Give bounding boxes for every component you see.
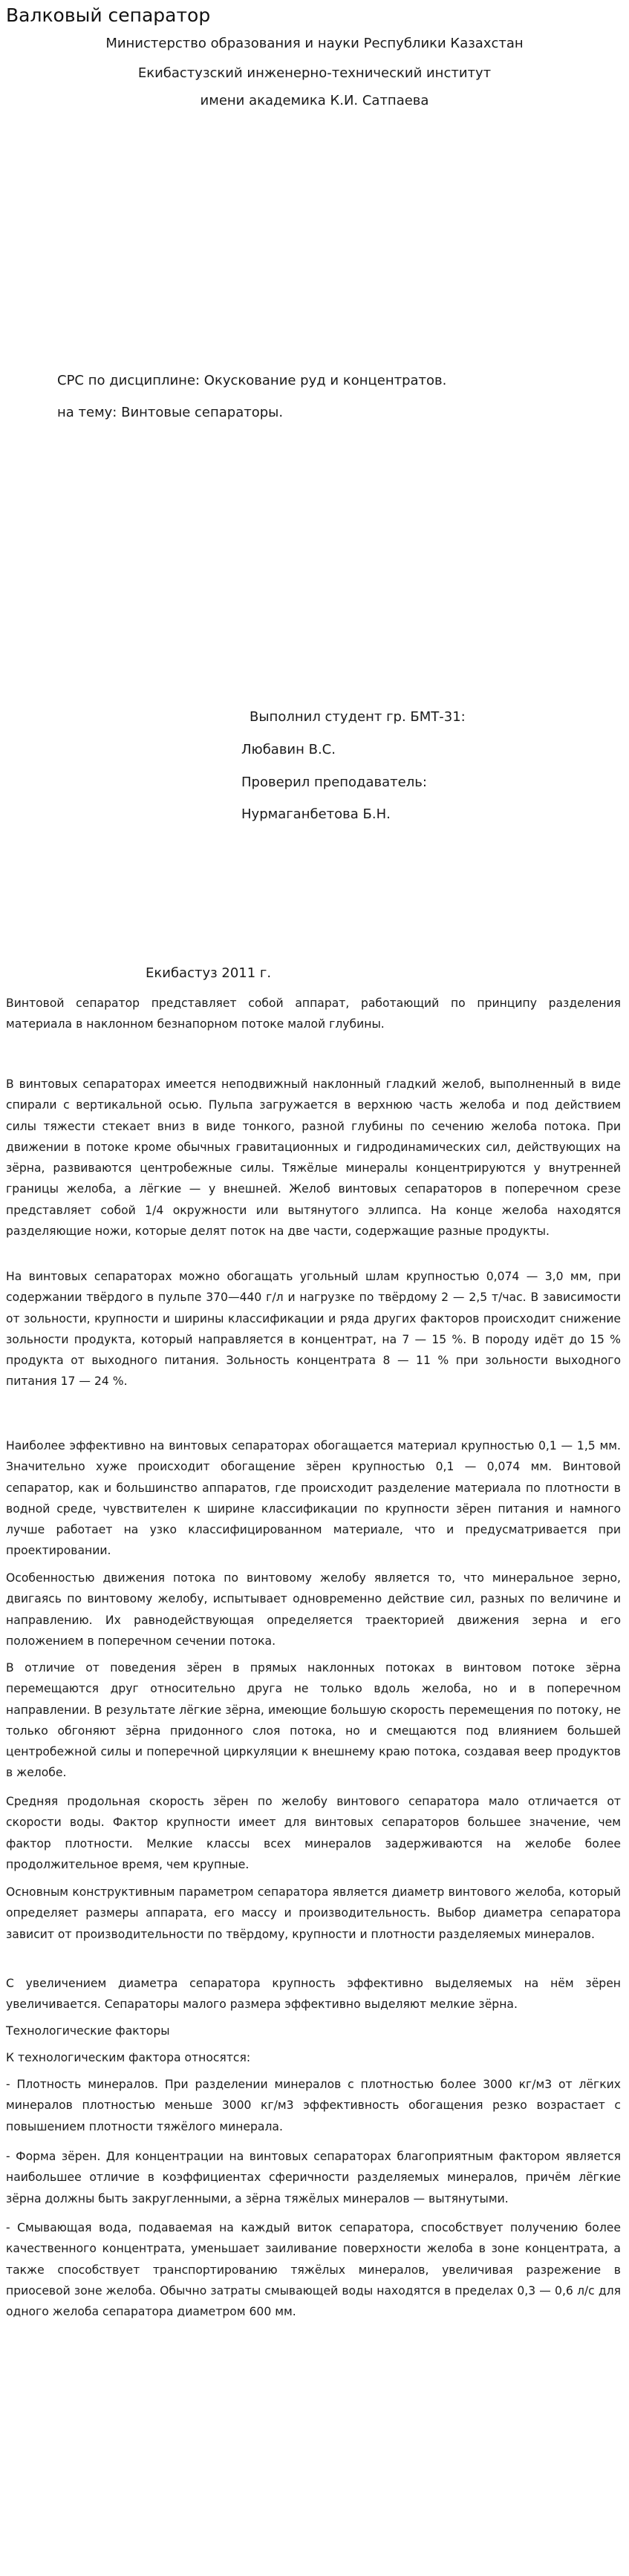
topic-line: на тему: Винтовые сепараторы. xyxy=(57,405,284,420)
paragraph-particle-size: Наиболее эффективно на винтовых сепараторах обогащается материал крупностью 0,1 — 1,5 мм. Значительно хуже происходит обогащение зёрен крупностью 0,1 — 0,074 мм. Винтовой сепаратор, как и большинство аппаратов, где происходит разделение материала по плотности в водной среде, чувствителен к ширине классификации по крупности зёрен питания и намного лучше работает на узко классифицированном материале, что и предусматривается при проектировании. xyxy=(6,1439,621,1558)
student-name: Любавин В.С. xyxy=(241,742,336,757)
list-item-wash-water: - Смывающая вода, подаваемая на каждый виток сепаратора, способствует получению более качественного концентрата, уменьшает заиливание поверхности желоба в зоне концентрата, а также способствует транспортированию тяжёлых минералов, увеличивая разрежение в приосевой зоне желоба. Обычно затраты смывающей воды находятся в пределах 0,3 — 0,6 л/с для одного желоба сепаратора диаметром 600 мм. xyxy=(6,2221,621,2319)
discipline-line: СРС по дисциплине: Окускование руд и концентратов. xyxy=(57,373,447,388)
list-item-grain-shape: - Форма зёрен. Для концентрации на винтовых сепараторах благоприятным фактором является наибольшее отличие в коэффициентах сферичности разделяемых минералов, причём лёгкие зёрна должны быть закругленными, а зёрна тяжёлых минералов — вытянутыми. xyxy=(6,2150,621,2205)
paragraph-flow-motion: Особенностью движения потока по винтовому желобу является то, что минеральное зерно, двигаясь по винтовому желобу, испытывает одновременно действие сил, разных по величине и направлению. Их равнодействующая определяется траекторией движения зерна и его положением в поперечном сечении потока. xyxy=(6,1571,621,1648)
paragraph-factors-intro: К технологическим фактора относятся: xyxy=(6,2051,251,2064)
section-heading-technological-factors: Технологические факторы xyxy=(6,2024,170,2038)
paragraph-grain-movement: В отличие от поведения зёрен в прямых наклонных потоках в винтовом потоке зёрна перемещаются друг относительно друга не только вдоль желоба, но и в поперечном направлении. В результате лёгкие зёрна, имеющие большую скорость перемещения по потоку, не только обгоняют зёрна придонного слоя потока, но и смещаются под влиянием большей центробежной силы и поперечной циркуляции к внешнему краю потока, создавая веер продуктов в желобе. xyxy=(6,1661,621,1780)
institute-line: Екибастузский инженерно-технический институт xyxy=(137,65,492,81)
paragraph-velocity: Средняя продольная скорость зёрен по желобу винтового сепаратора мало отличается от скорости воды. Фактор крупности имеет для винтовых сепараторов большее значение, чем фактор плотности. Мелкие классы всех минералов задерживаются на желобе более продолжительное время, чем крупные. xyxy=(6,1795,621,1871)
paragraph-design: В винтовых сепараторах имеется неподвижный наклонный гладкий желоб, выполненный в виде спирали с вертикальной осью. Пульпа загружается в верхнюю часть желоба и под действием силы тяжести стекает вниз в виде тонкого, разной глубины по сечению желоба потока. При движении в потоке кроме обычных гравитационных и гидродинамических сил, действующих на зёрна, развиваются центробежные силы. Тяжёлые минералы концентрируются у внутренней границы желоба, а лёгкие — у внешней. Желоб винтовых сепараторов в поперечном срезе представляет собой 1/4 окружности или вытянутого эллипса. На конце желоба находятся разделяющие ножи, которые делят поток на две части, содержащие разные продукты. xyxy=(6,1077,621,1239)
teacher-label: Проверил преподаватель: xyxy=(241,775,427,790)
paragraph-diameter: Основным конструктивным параметром сепаратора является диаметр винтового желоба, который определяет размеры аппарата, его массу и производительность. Выбор диаметра сепаратора зависит от производительности по твёрдому, крупности и плотности разделяемых минералов. xyxy=(6,1885,621,1941)
list-item-density: - Плотность минералов. При разделении минералов с плотностью более 3000 кг/м3 от лёгких минералов плотностью меньше 3000 кг/м3 эффективность обогащения резко возрастает с повышением плотности тяжёлого минерала. xyxy=(6,2078,621,2133)
paragraph-coal-slurry: На винтовых сепараторах можно обогащать угольный шлам крупностью 0,074 — 3,0 мм, при содержании твёрдого в пульпе 370—440 г/л и нагрузке по твёрдому 2 — 2,5 т/час. В зависимости от зольности, крупности и ширины классификации и ряда других факторов происходит снижение зольности продукта, который направляется в концентрат, на 7 — 15 %. В породу идёт до 15 % продукта от выходного питания. Зольность концентрата 8 — 11 % при зольности выходного питания 17 — 24 %. xyxy=(6,1270,621,1389)
teacher-name: Нурмаганбетова Б.Н. xyxy=(241,806,391,822)
city-year: Екибастуз 2011 г. xyxy=(146,965,272,981)
student-label: Выполнил студент гр. БМТ-31: xyxy=(250,709,466,725)
ministry-line: Министерство образования и науки Республики Казахстан xyxy=(105,36,524,51)
named-after-line: имени академика К.И. Сатпаева xyxy=(200,93,429,108)
paragraph-intro: Винтовой сепаратор представляет собой аппарат, работающий по принципу разделения материала в наклонном безнапорном потоке малой глубины. xyxy=(6,997,621,1031)
page-title: Валковый сепаратор xyxy=(6,4,211,26)
paragraph-diameter-effect: С увеличением диаметра сепаратора крупность эффективно выделяемых на нём зёрен увеличивается. Сепараторы малого размера эффективно выделяют мелкие зёрна. xyxy=(6,1977,621,2012)
